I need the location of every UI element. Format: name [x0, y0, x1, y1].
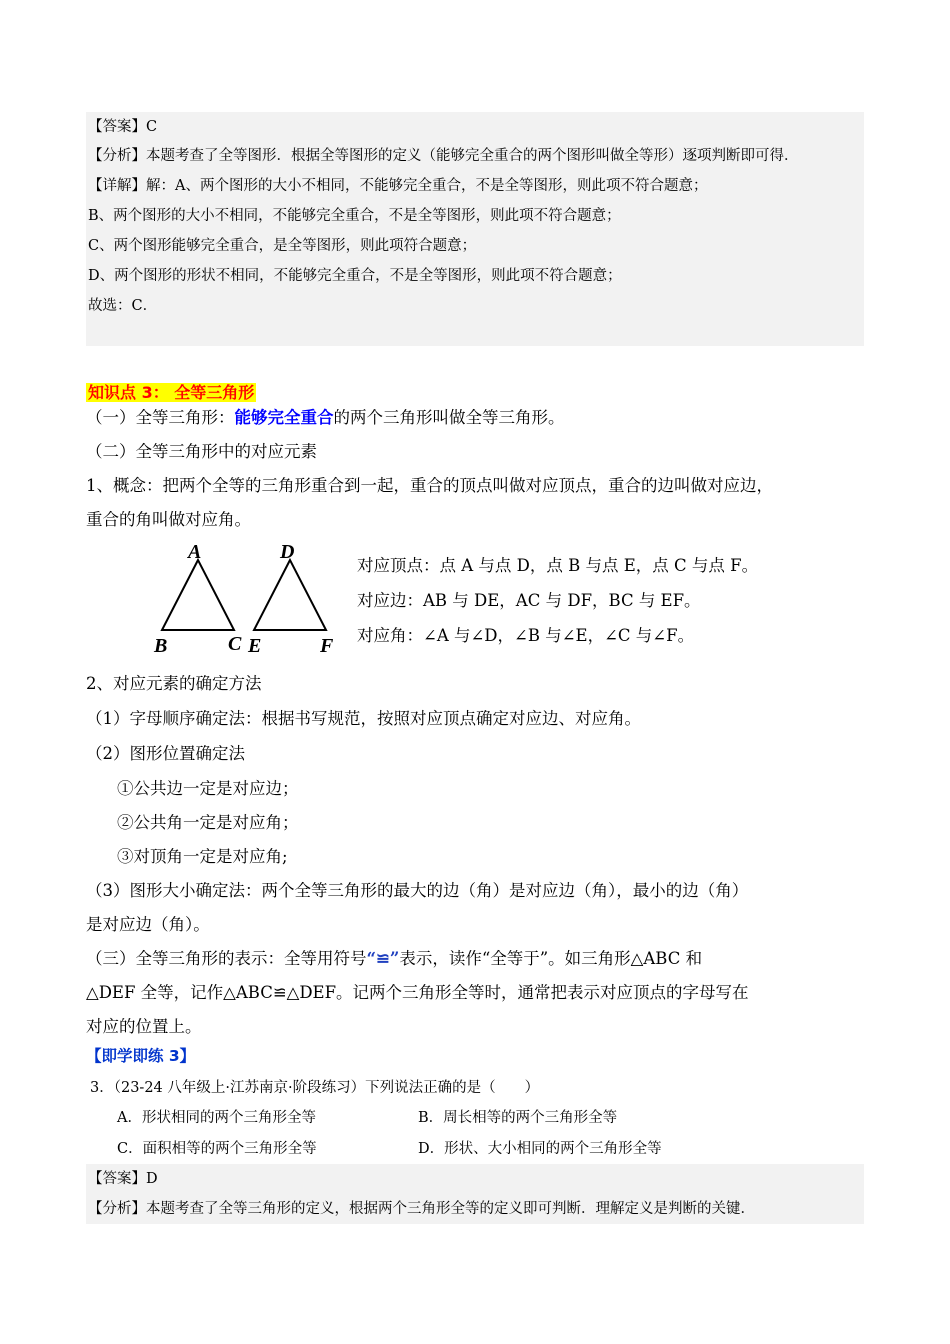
vertex-label-d: D — [280, 541, 295, 563]
method-2-item: ②公共角一定是对应角； — [117, 813, 299, 832]
answer-line: 【答案】D — [88, 1171, 158, 1187]
option-c: C．面积相等的两个三角形全等 — [117, 1141, 317, 1157]
analysis-line: 【分析】本题考查了全等三角形的定义，根据两个三角形全等的定义即可判断．理解定义是判断的关键． — [88, 1201, 755, 1217]
detail-line: D、两个图形的形状不相同，不能够完全重合，不是全等图形，则此项不符合题意； — [88, 268, 622, 284]
concept-line-2: 重合的角叫做对应角。 — [86, 510, 251, 529]
answer-line: 【答案】C — [88, 119, 158, 135]
answer-box-2 — [86, 1164, 864, 1224]
knowledge-point-heading — [86, 380, 256, 403]
vertex-label-c: C — [228, 633, 242, 655]
congruent-symbol: “≌” — [366, 949, 400, 968]
detail-line: 【详解】解：A、两个图形的大小不相同，不能够完全重合，不是全等图形，则此项不符合题意； — [88, 178, 708, 194]
section2-title: （二）全等三角形中的对应元素 — [86, 442, 317, 461]
definition-highlight: 能够完全重合 — [234, 408, 334, 427]
method-1: （1）字母顺序确定法：根据书写规范，按照对应顶点确定对应边、对应角。 — [86, 709, 641, 728]
definition-suffix: 的两个三角形叫做全等三角形。 — [333, 408, 565, 427]
answer-box-1 — [86, 112, 864, 346]
method-2-item: ①公共边一定是对应边； — [117, 779, 299, 798]
choice-line: 故选：C． — [88, 298, 158, 314]
method-2-item: ③对顶角一定是对应角; — [117, 847, 288, 866]
corresponding-angles: 对应角：∠A 与∠D，∠B 与∠E，∠C 与∠F。 — [357, 626, 695, 645]
option-a: A．形状相同的两个三角形全等 — [117, 1110, 316, 1126]
detail-line: C、两个图形能够完全重合，是全等图形，则此项符合题意； — [88, 238, 477, 254]
representation-line-3: 对应的位置上。 — [86, 1017, 202, 1036]
option-b: B．周长相等的两个三角形全等 — [418, 1110, 618, 1126]
vertex-label-b: B — [154, 635, 168, 656]
triangle-def — [254, 560, 326, 630]
analysis-line: 【分析】本题考查了全等图形．根据全等图形的定义（能够完全重合的两个图形叫做全等形）逐项判断即可得． — [88, 148, 799, 164]
vertex-label-a: A — [188, 541, 202, 563]
method-2: （2）图形位置确定法 — [86, 744, 245, 763]
representation-prefix: （三）全等三角形的表示：全等用符号 — [86, 949, 367, 968]
congruent-triangles-figure — [150, 538, 350, 656]
knowledge-point-label: 知识点 3： 全等三角形 — [88, 383, 255, 402]
practice-title: 【即学即练 3】 — [86, 1047, 196, 1065]
corresponding-vertices: 对应顶点：点 A 与点 D，点 B 与点 E，点 C 与点 F。 — [357, 556, 759, 575]
methods-title: 2、对应元素的确定方法 — [86, 674, 262, 693]
representation-suffix: 表示，读作“全等于”。如三角形△ABC 和 — [399, 949, 703, 968]
definition-prefix: （一）全等三角形： — [86, 408, 235, 427]
detail-line: B、两个图形的大小不相同，不能够完全重合，不是全等图形，则此项不符合题意； — [88, 208, 621, 224]
method-3-line-1: （3）图形大小确定法：两个全等三角形的最大的边（角）是对应边（角），最小的边（角） — [86, 881, 749, 900]
option-d: D．形状、大小相同的两个三角形全等 — [418, 1141, 662, 1157]
triangle-abc — [162, 560, 234, 630]
question-stem: 3．（23-24 八年级上·江苏南京·阶段练习）下列说法正确的是（ ） — [90, 1080, 540, 1096]
representation-line-2: △DEF 全等，记作△ABC≌△DEF。记两个三角形全等时，通常把表示对应顶点的字母写在 — [86, 983, 749, 1002]
corresponding-sides: 对应边：AB 与 DE，AC 与 DF，BC 与 EF。 — [357, 591, 701, 610]
method-3-line-2: 是对应边（角）。 — [86, 915, 210, 934]
vertex-label-f: F — [320, 635, 334, 656]
definition-line — [86, 404, 565, 428]
concept-line-1: 1、概念：把两个全等的三角形重合到一起，重合的顶点叫做对应顶点，重合的边叫做对应边， — [86, 476, 773, 495]
representation-line-1 — [86, 945, 702, 969]
vertex-label-e: E — [248, 635, 262, 656]
